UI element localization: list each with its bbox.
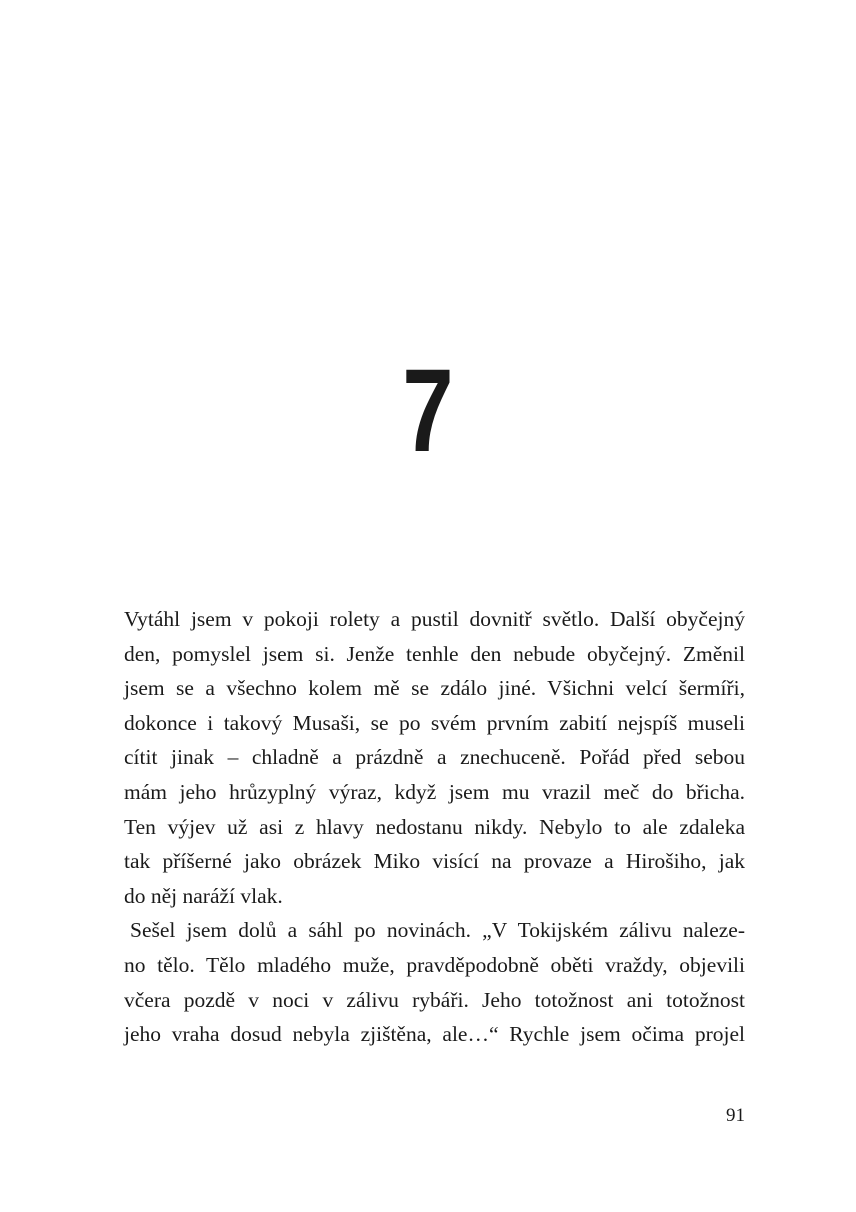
text-line: cítit jinak – chladně a prázdně a znechuceně. Pořád před sebou	[124, 745, 745, 770]
text-line: Ten výjev už asi z hlavy nedostanu nikdy. Nebylo to ale zdaleka	[124, 814, 745, 839]
text-line: do něj naráží vlak.	[124, 883, 283, 908]
text-line: mám jeho hrůzyplný výraz, když jsem mu vrazil meč do břicha.	[124, 779, 745, 804]
text-line: tak příšerné jako obrázek Miko visící na provaze a Hirošiho, jak	[124, 849, 745, 874]
text-line: jeho vraha dosud nebyla zjištěna, ale…“ Rychle jsem očima projel	[124, 1022, 745, 1047]
text-line: včera pozdě v noci v zálivu rybáři. Jeho totožnost ani totožnost	[124, 987, 745, 1012]
page-number: 91	[726, 1105, 745, 1126]
text-line: den, pomyslel jsem si. Jenže tenhle den nebude obyčejný. Změnil	[124, 641, 745, 666]
text-line: Vytáhl jsem v pokoji rolety a pustil dovnitř světlo. Další obyčejný	[124, 607, 745, 631]
text-line: dokonce i takový Musaši, se po svém prvním zabití nejspíš museli	[124, 710, 745, 735]
body-text	[124, 602, 745, 1052]
text-line: Sešel jsem dolů a sáhl po novinách. „V Tokijském zálivu naleze-	[130, 918, 745, 943]
chapter-number: 7	[402, 345, 454, 477]
text-line: no tělo. Tělo mladého muže, pravděpodobně oběti vraždy, objevili	[124, 952, 745, 977]
text-line: jsem se a všechno kolem mě se zdálo jiné. Všichni velcí šermíři,	[124, 676, 745, 701]
